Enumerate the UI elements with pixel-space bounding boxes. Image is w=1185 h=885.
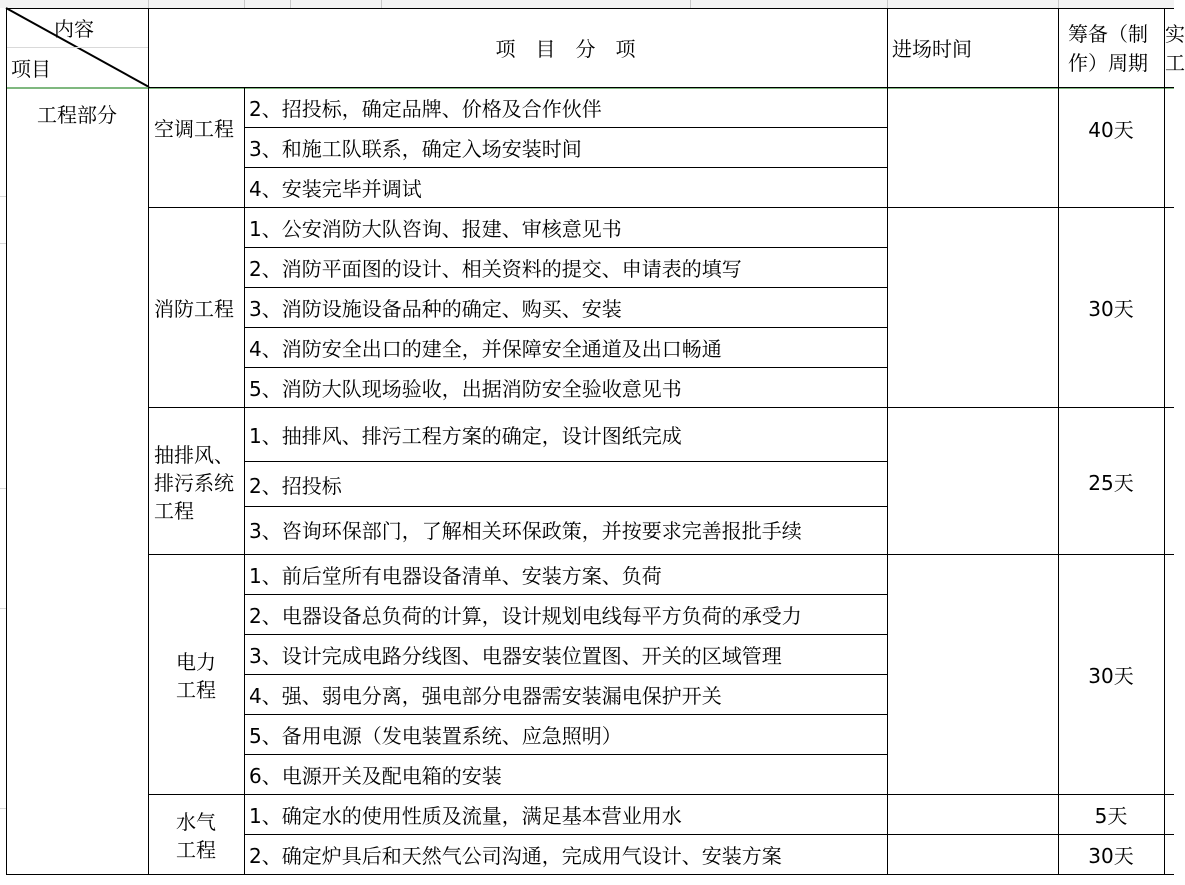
task-row: 5、消防大队现场验收，出据消防安全验收意见书 [249,377,682,401]
task-row: 4、消防安全出口的建全，并保障安全通道及出口畅通 [249,337,722,361]
group-ventilation-name-1: 抽排风、 [154,443,234,467]
diag-bottom-label: 项目 [11,57,51,81]
group-power-name-1: 电力 [176,650,216,674]
prep-period-header-1: 筹备（制 [1068,22,1148,46]
prep-period-header-2: 作）周期 [1068,51,1148,75]
task-row: 1、抽排风、排污工程方案的确定，设计图纸完成 [249,424,682,448]
period-water: 5天 [1094,804,1128,828]
task-row: 4、强、弱电分离，强电部分电器需安装漏电保护开关 [249,684,722,708]
department-label: 工程部分 [37,103,117,127]
group-water-gas-name-2: 工程 [176,838,216,862]
cut-off-header-2: 工 [1165,51,1185,75]
task-row: 2、电器设备总负荷的计算，设计规划电线每平方负荷的承受力 [249,604,802,628]
cut-off-header-1: 实 [1165,22,1185,46]
task-row: 1、前后堂所有电器设备清单、安装方案、负荷 [249,564,662,588]
group-water-gas-name-1: 水气 [176,810,216,834]
period-ventilation: 25天 [1088,471,1134,495]
task-row: 5、备用电源（发电装置系统、应急照明） [249,724,622,748]
task-row: 3、咨询环保部门，了解相关环保政策，并按要求完善报批手续 [249,519,802,543]
task-row: 4、安装完毕并调试 [249,177,422,201]
items-header: 项 目 分 项 [495,37,636,61]
task-row: 2、招投标，确定品牌、价格及合作伙伴 [249,97,602,121]
task-row: 1、确定水的使用性质及流量，满足基本营业用水 [249,804,682,828]
task-row: 6、电源开关及配电箱的安装 [249,764,502,788]
group-ventilation-name-3: 工程 [154,499,194,523]
period-power: 30天 [1088,664,1134,688]
group-aircon-name: 空调工程 [154,117,234,141]
task-row: 1、公安消防大队咨询、报建、审核意见书 [249,217,622,241]
task-row: 3、和施工队联系，确定入场安装时间 [249,137,582,161]
task-row: 2、消防平面图的设计、相关资料的提交、申请表的填写 [249,257,742,281]
period-aircon: 40天 [1088,118,1134,142]
group-power-name-2: 工程 [176,678,216,702]
task-row: 2、确定炉具后和天然气公司沟通，完成用气设计、安装方案 [249,844,782,868]
group-fire-name: 消防工程 [154,297,234,321]
task-row: 2、招投标 [249,474,342,498]
entry-time-header: 进场时间 [892,37,972,61]
diag-top-label: 内容 [54,17,94,41]
group-ventilation-name-2: 排污系统 [154,471,234,495]
task-row: 3、消防设施设备品种的确定、购买、安装 [249,297,622,321]
task-row: 3、设计完成电路分线图、电器安装位置图、开关的区域管理 [249,644,782,668]
period-fire: 30天 [1088,297,1134,321]
period-gas: 30天 [1088,844,1134,868]
